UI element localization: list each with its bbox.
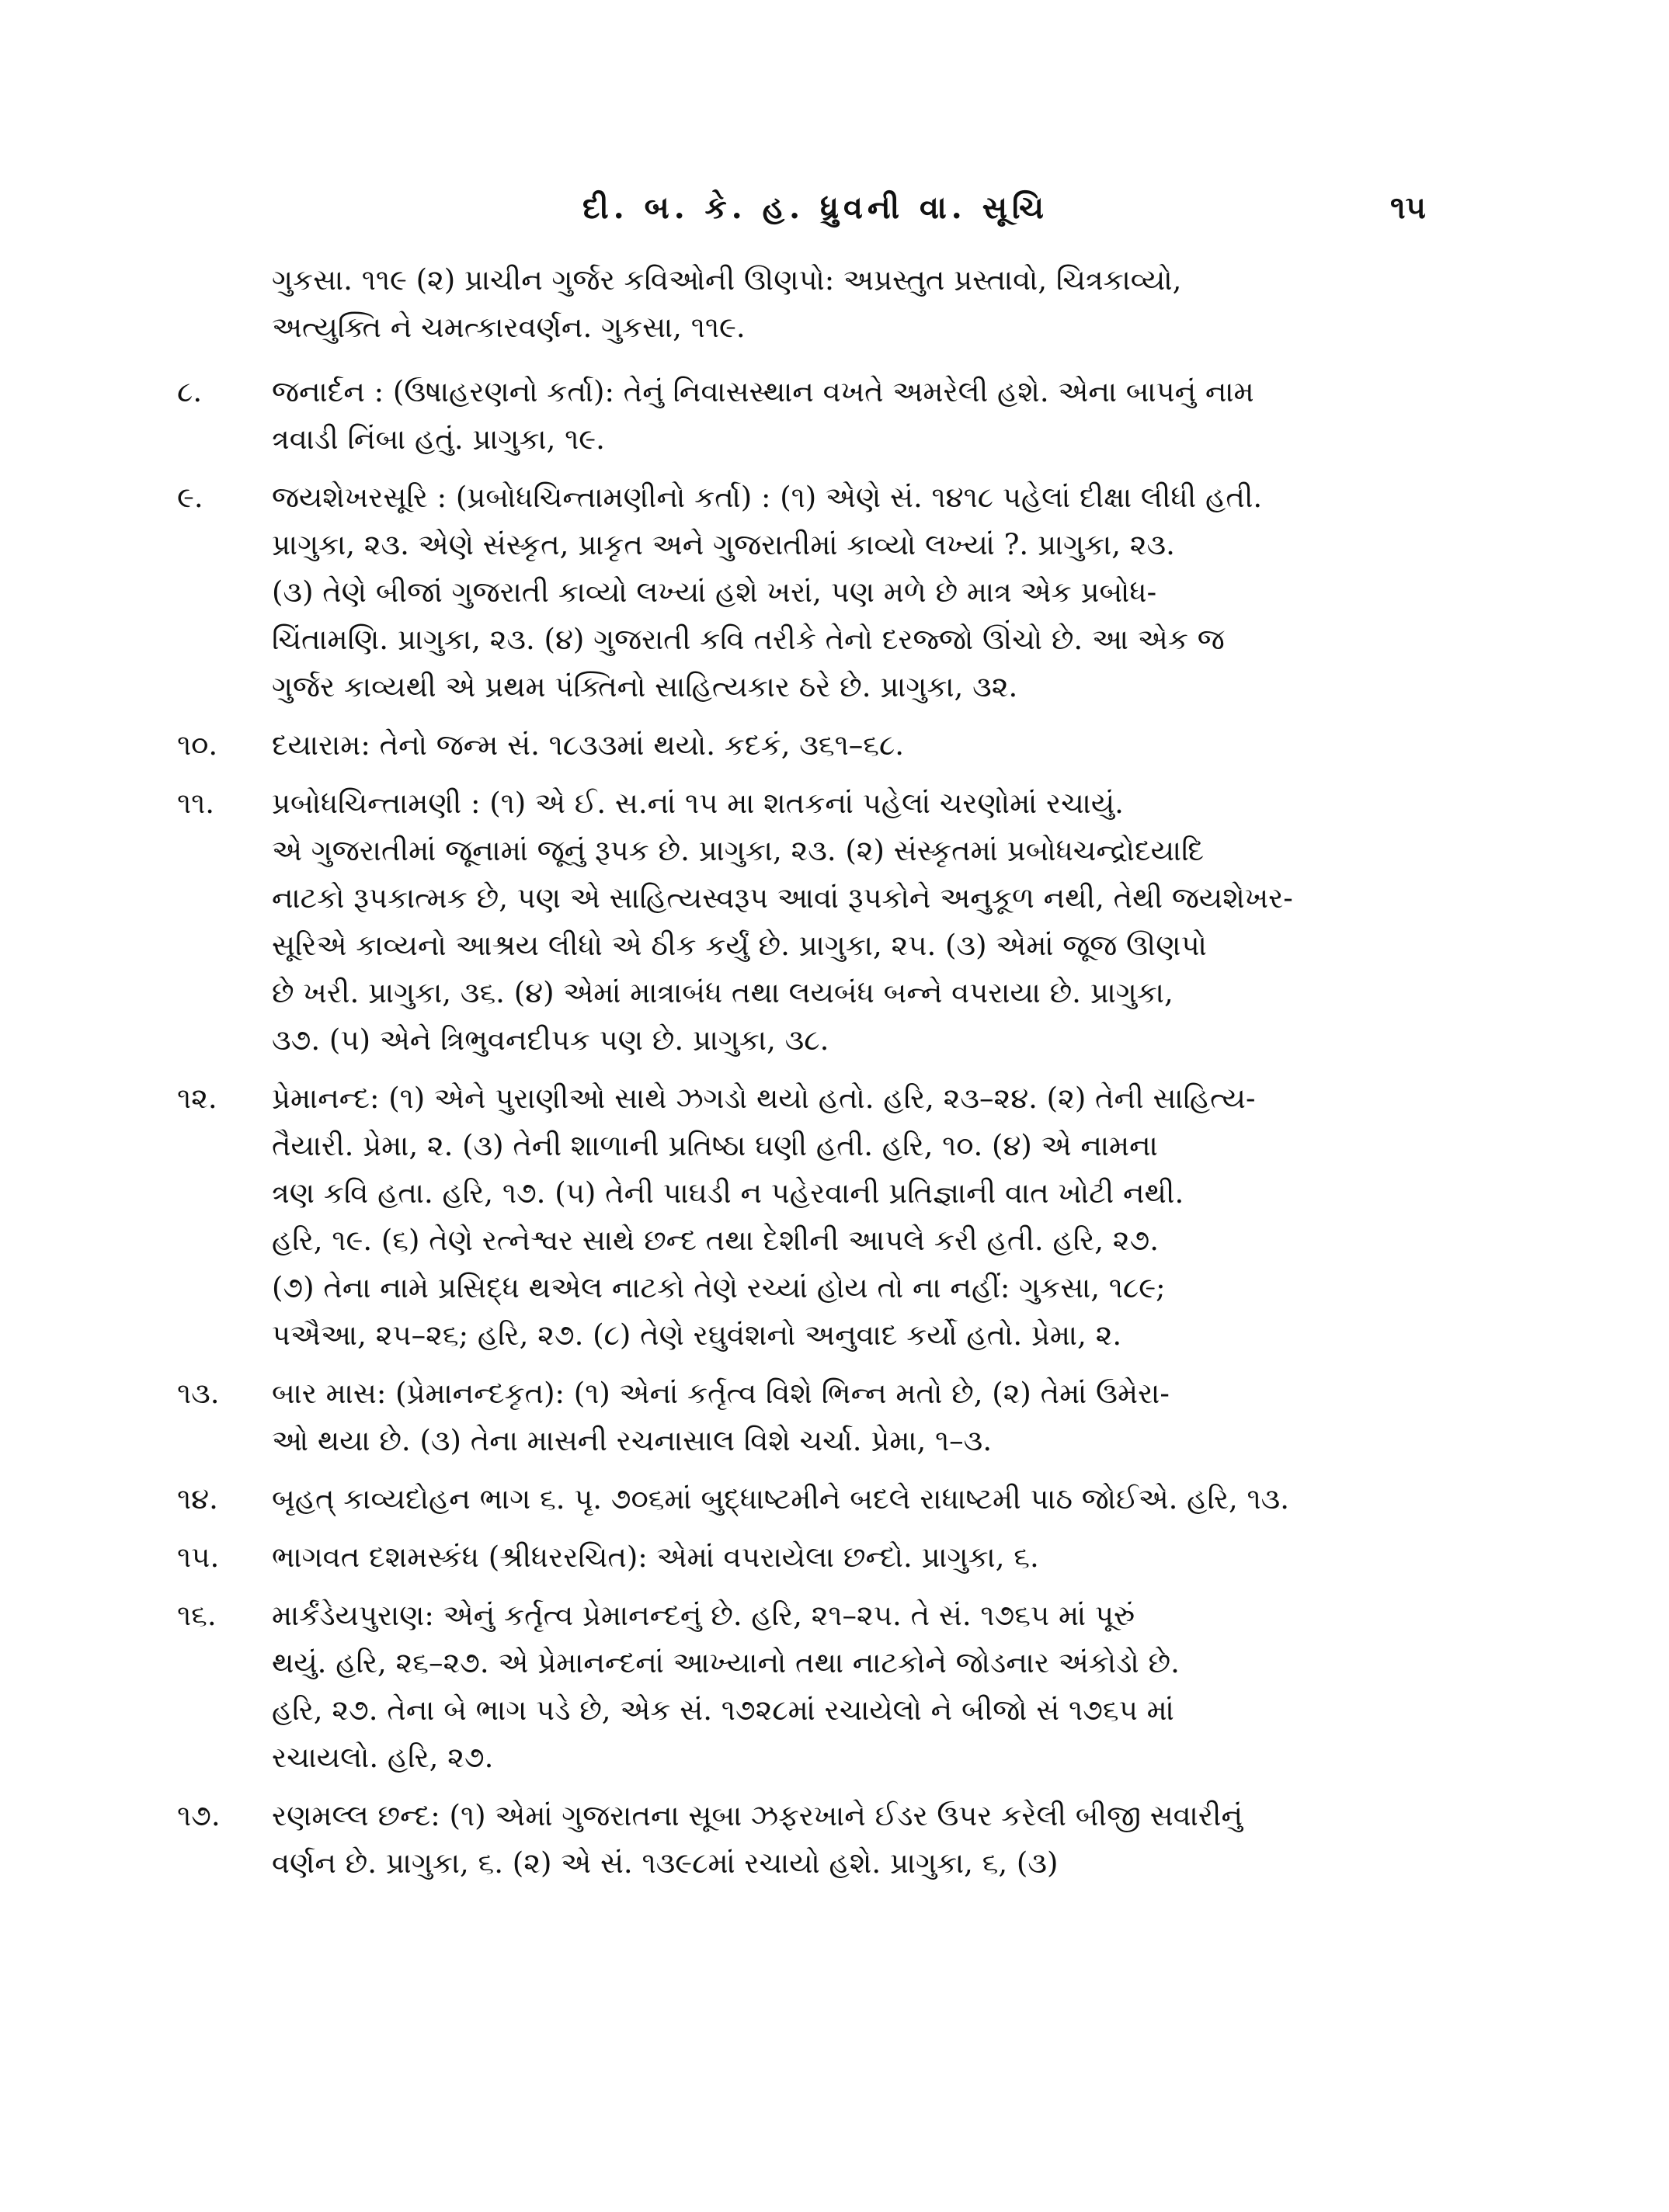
entry-8 (177, 368, 1466, 463)
entry-line: માર્કંડેયપુરાણ: એનું કર્તૃત્વ પ્રેમાનન્દનું છે. હરિ, ૨૧–૨૫. તે સં. ૧૭૬૫ માં પૂરું (272, 1599, 1135, 1632)
entry-line: ત્રણ કવિ હતા. હરિ, ૧૭. (૫) તેની પાઘડી ન પહેરવાની પ્રતિજ્ઞાની વાત ખોટી નથી. (272, 1176, 1184, 1210)
entry-14 (177, 1475, 1466, 1523)
page-number: ૧૫ (1390, 189, 1426, 226)
entry-line: સૂરિએ કાવ્યનો આશ્રય લીધો એ ઠીક કર્યું છે. પ્રાગુકા, ૨૫. (૩) એમાં જૂજ ઊણપો (272, 929, 1207, 962)
entry-17 (177, 1792, 1466, 1887)
entry-number: ૧૧. (177, 787, 215, 820)
entry-number: ૧૫. (177, 1540, 220, 1574)
entry-number: ૯. (177, 481, 203, 514)
entry-line: છે ખરી. પ્રાગુકા, ૩૬. (૪) એમાં માત્રાબંધ તથા લયબંધ બન્ને વપરાયા છે. પ્રાગુકા, (272, 976, 1174, 1009)
entry-line: ત્રવાડી નિંબા હતું. પ્રાગુકા, ૧૯. (272, 422, 605, 456)
entry-line: (૭) તેના નામે પ્રસિદ્ધ થએલ નાટકો તેણે રચ્યાં હોય તો ના નહીં: ગુકસા, ૧૮૯; (272, 1271, 1166, 1304)
entry-line: ગુર્જર કાવ્યથી એ પ્રથમ પંક્તિનો સાહિત્યકાર ઠરે છે. પ્રાગુકા, ૩૨. (272, 670, 1018, 703)
entry-line: અત્યુક્તિ ને ચમત્કારવર્ણન. ગુકસા, ૧૧૯. (272, 311, 746, 344)
entry-line: રણમલ્લ છન્દ: (૧) એમાં ગુજરાતના સૂબા ઝફરખાને ઈડર ઉપર કરેલી બીજી સવારીનું (272, 1799, 1243, 1832)
entry-16 (177, 1592, 1466, 1781)
entry-line: જયશેખરસૂરિ : (પ્રબોધચિન્તામણીનો કર્તા) : (૧) એણે સં. ૧૪૧૮ પહેલાં દીક્ષા લીધી હતી. (272, 481, 1263, 514)
entry-line: ભાગવત દશમસ્કંધ (શ્રીધરરચિત): એમાં વપરાયેલા છન્દો. પ્રાગુકા, ૬. (272, 1540, 1039, 1574)
entry-line: પ્રેમાનન્દ: (૧) એને પુરાણીઓ સાથે ઝગડો થયો હતો. હરિ, ૨૩–૨૪. (૨) તેની સાહિત્ય- (272, 1082, 1256, 1115)
entry-line: રચાયલો. હરિ, ૨૭. (272, 1741, 494, 1774)
entry-number: ૧૦. (177, 728, 218, 762)
entry-line: પ્રાગુકા, ૨૩. એણે સંસ્કૃત, પ્રાકૃત અને ગુજરાતીમાં કાવ્યો લખ્યાં ?. પ્રાગુકા, ૨૩. (272, 528, 1175, 561)
entry-line: ચિંતામણિ. પ્રાગુકા, ૨૩. (૪) ગુજરાતી કવિ તરીકે તેનો દરજ્જો ઊંચો છે. આ એક જ (272, 623, 1225, 656)
entry-13 (177, 1370, 1466, 1464)
entry-12 (177, 1075, 1466, 1359)
entry-line: પ્રબોધચિન્તામણી : (૧) એ ઈ. સ.નાં ૧૫ મા શતકનાં પહેલાં ચરણોમાં રચાયું. (272, 787, 1124, 820)
entry-line: (૩) તેણે બીજાં ગુજરાતી કાવ્યો લખ્યાં હશે ખરાં, પણ મળે છે માત્ર એક પ્રબોધ- (272, 575, 1157, 609)
page-header (0, 185, 1669, 231)
entry-line: હરિ, ૧૯. (૬) તેણે રત્નેશ્વર સાથે છન્દ તથા દેશીની આપલે કરી હતી. હરિ, ૨૭. (272, 1224, 1159, 1257)
entry-10 (177, 721, 1466, 769)
entry-line: એ ગુજરાતીમાં જૂનામાં જૂનું રૂપક છે. પ્રાગુકા, ૨૩. (૨) સંસ્કૃતમાં પ્રબોધચન્દ્રોદયાદિ (272, 834, 1205, 867)
entry-number: ૮. (177, 375, 203, 408)
entry-number: ૧૩. (177, 1377, 220, 1410)
entry-line: વર્ણન છે. પ્રાગુકા, ૬. (૨) એ સં. ૧૩૯૮માં રચાયો હશે. પ્રાગુકા, ૬, (૩) (272, 1846, 1059, 1880)
entry-line: ૩૭. (૫) એને ત્રિભુવનદીપક પણ છે. પ્રાગુકા, ૩૮. (272, 1023, 829, 1057)
entry-number: ૧૭. (177, 1799, 221, 1832)
entry-line: બૃહત્ કાવ્યદોહન ભાગ ૬. પૃ. ૭૦૬માં બુદ્ધાષ્ટમીને બદલે રાધાષ્ટમી પાઠ જોઈએ. હરિ, ૧૩. (272, 1482, 1290, 1516)
entry-line: હરિ, ૨૭. તેના બે ભાગ પડે છે, એક સં. ૧૭૨૮માં રચાયેલો ને બીજો સં ૧૭૬૫ માં (272, 1693, 1174, 1727)
entry-line: દયારામ: તેનો જન્મ સં. ૧૮૩૩માં થયો. કદકં, ૩૬૧–૬૮. (272, 728, 905, 762)
entry-line: ઓ થયા છે. (૩) તેના માસની રચનાસાલ વિશે ચર્ચા. પ્રેમા, ૧–૩. (272, 1424, 993, 1457)
entry-line: પઐઆ, ૨૫–૨૬; હરિ, ૨૭. (૮) તેણે રઘુવંશનો અનુવાદ કર્યો હતો. પ્રેમા, ૨. (272, 1318, 1122, 1352)
running-head: દી. બ. કે. હ. ધ્રુવની વા. સૂચિ (582, 189, 1049, 226)
page-body (177, 256, 1466, 1898)
entry-15 (177, 1533, 1466, 1581)
entry-line: બાર માસ: (પ્રેમાનન્દકૃત): (૧) એનાં કર્તૃત્વ વિશે ભિન્ન મતો છે, (૨) તેમાં ઉમેરા- (272, 1377, 1170, 1410)
entry-line: નાટકો રૂપકાત્મક છે, પણ એ સાહિત્યસ્વરૂપ આવાં રૂપકોને અનુકૂળ નથી, તેથી જયશેખર- (272, 881, 1293, 915)
entry-9 (177, 474, 1466, 710)
entry-line: તૈયારી. પ્રેમા, ૨. (૩) તેની શાળાની પ્રતિષ્ઠા ઘણી હતી. હરિ, ૧૦. (૪) એ નામના (272, 1129, 1158, 1162)
entry-line: જનાર્દન : (ઉષાહરણનો કર્તા): તેનું નિવાસસ્થાન વખતે અમરેલી હશે. એના બાપનું નામ (272, 375, 1254, 408)
entry-line: ગુકસા. ૧૧૯ (૨) પ્રાચીન ગુર્જર કવિઓની ઊણપો: અપ્રસ્તુત પ્રસ્તાવો, ચિત્રકાવ્યો, (272, 263, 1182, 297)
entry-continuation (177, 256, 1466, 351)
entry-line: થયું. હરિ, ૨૬–૨૭. એ પ્રેમાનન્દનાં આખ્યાનો તથા નાટકોને જોડનાર અંકોડો છે. (272, 1646, 1180, 1679)
entry-number: ૧૨. (177, 1082, 217, 1115)
entry-number: ૧૪. (177, 1482, 218, 1516)
entry-11 (177, 780, 1466, 1064)
entry-number: ૧૬. (177, 1599, 217, 1632)
